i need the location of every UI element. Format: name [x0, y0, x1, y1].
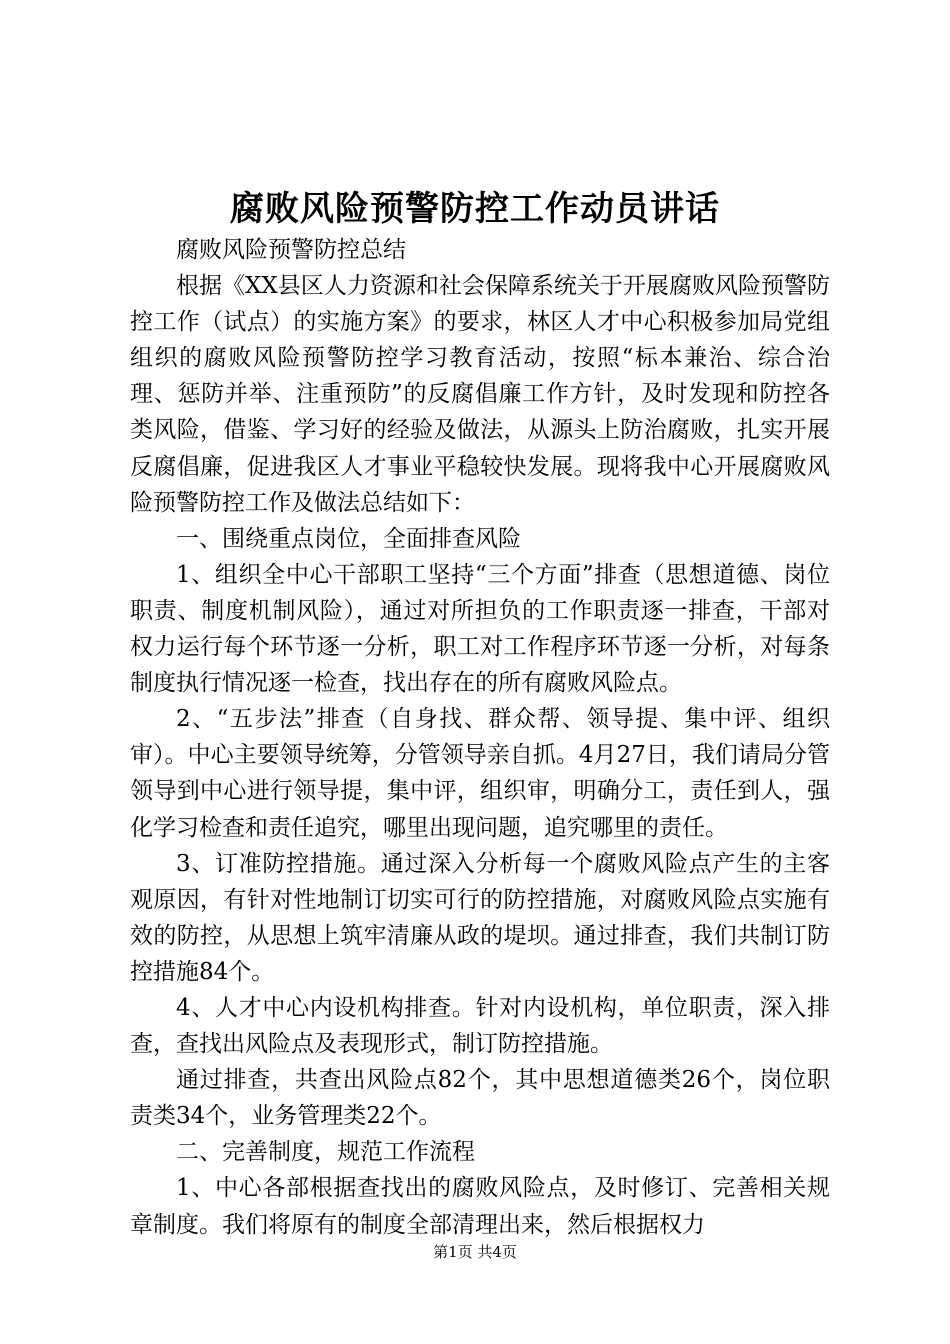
body-paragraph: 1、中心各部根据查找出的腐败风险点，及时修订、完善相关规章制度。我们将原有的制度全部清理出来，然后根据权力	[130, 1175, 830, 1238]
body-paragraph: 根据《XX县区人力资源和社会保障系统关于开展腐败风险预警防控工作（试点）的实施方案》的要求，林区人才中心积极参加局党组组织的腐败风险预警防控学习教育活动，按照“标本兼治、综合治理、惩防并举、注重预防”的反腐倡廉工作方针，及时发现和防控各类风险，借鉴、学习好的经验及做法，从源头上防治腐败，扎实开展反腐倡廉，促进我区人才事业平稳较快发展。现将我中心开展腐败风险预警防控工作及做法总结如下：	[130, 273, 830, 516]
body-paragraph: 2、“五步法”排查（自身找、群众帮、领导提、集中评、组织审）。中心主要领导统筹，分管领导亲自抓。4月27日，我们请局分管领导到中心进行领导提，集中评，组织审，明确分工，责任到人，强化学习检查和责任追究，哪里出现问题，追究哪里的责任。	[130, 706, 830, 841]
body-paragraph: 通过排查，共查出风险点82个，其中思想道德类26个，岗位职责类34个，业务管理类22个。	[130, 1067, 830, 1130]
document-title: 腐败风险预警防控工作动员讲话	[230, 189, 720, 229]
body-paragraph: 1、组织全中心干部职工坚持“三个方面”排查（思想道德、岗位职责、制度机制风险），通过对所担负的工作职责逐一排查，干部对权力运行每个环节逐一分析，职工对工作程序环节逐一分析，对每条制度执行情况逐一检查，找出存在的所有腐败风险点。	[130, 561, 830, 697]
body-paragraph: 3、订准防控措施。通过深入分析每一个腐败风险点产生的主客观原因，有针对性地制订切实可行的防控措施，对腐败风险点实施有效的防控，从思想上筑牢清廉从政的堤坝。通过排查，我们共制订防控措施84个。	[130, 850, 830, 985]
body-paragraph: 4、人才中心内设机构排查。针对内设机构，单位职责，深入排查，查找出风险点及表现形式，制订防控措施。	[130, 994, 830, 1058]
document-body	[130, 232, 830, 1243]
section-heading: 一、围绕重点岗位，全面排查风险	[176, 525, 521, 552]
page-number-footer: 第1页 共4页	[433, 1243, 517, 1261]
section-heading: 二、完善制度，规范工作流程	[176, 1139, 475, 1166]
subtitle-paragraph: 腐败风险预警防控总结	[176, 237, 406, 263]
